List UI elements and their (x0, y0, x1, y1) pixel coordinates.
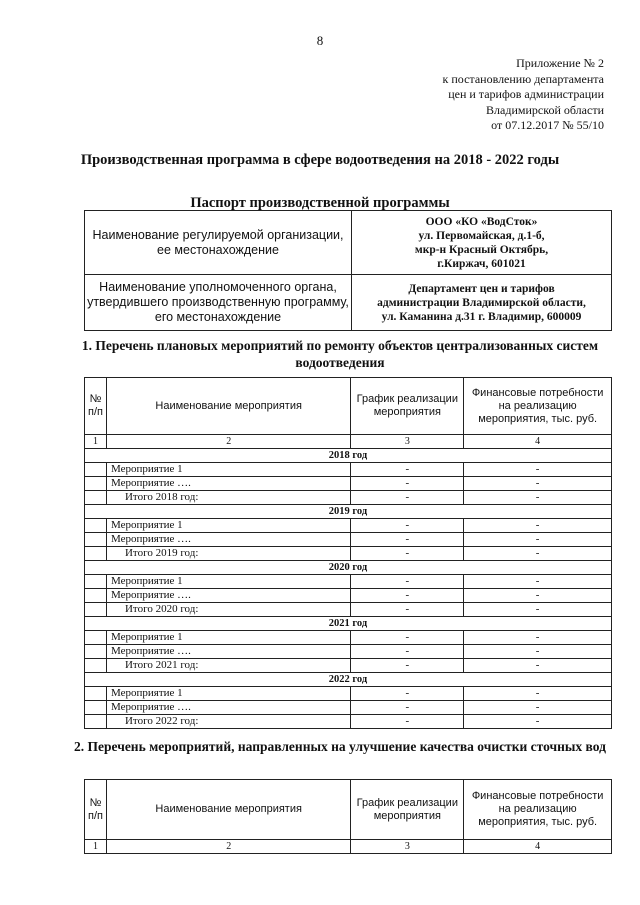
appendix-line: цен и тарифов администрации (448, 87, 604, 101)
total-row (85, 491, 612, 505)
measure-name: Мероприятие 1 (106, 575, 350, 589)
row-number-cell (85, 547, 107, 561)
finance-cell: - (464, 575, 612, 589)
total-label: Итого 2021 год: (106, 659, 350, 673)
column-header: Наименование мероприятия (106, 378, 350, 435)
table-header-row (85, 780, 612, 840)
appendix-line: Приложение № 2 (516, 56, 604, 70)
passport-value-line: ООО «КО «ВодСток» (425, 215, 538, 228)
schedule-cell: - (351, 589, 464, 603)
passport-title: Паспорт производственной программы (190, 195, 450, 211)
row-number-cell (85, 687, 107, 701)
passport-value-line: администрации Владимирской области, (377, 296, 586, 309)
finance-cell: - (464, 701, 612, 715)
year-label: 2022 год (85, 673, 612, 687)
measure-name: Мероприятие …. (106, 701, 350, 715)
row-number-cell (85, 519, 107, 533)
column-number: 3 (351, 840, 464, 854)
total-label: Итого 2018 год: (106, 491, 350, 505)
total-row (85, 659, 612, 673)
column-number: 1 (85, 435, 107, 449)
schedule-cell: - (351, 575, 464, 589)
measure-name: Мероприятие 1 (106, 463, 350, 477)
row-number-cell (85, 603, 107, 617)
appendix-line: Владимирской области (486, 102, 604, 117)
column-number: 4 (464, 840, 612, 854)
schedule-cell: - (351, 547, 464, 561)
year-row (85, 617, 612, 631)
row-number-cell (85, 533, 107, 547)
schedule-cell: - (351, 659, 464, 673)
row-number-cell (85, 477, 107, 491)
year-label: 2020 год (85, 561, 612, 575)
table-row (85, 631, 612, 645)
row-number-cell (85, 645, 107, 659)
total-label: Итого 2020 год: (106, 603, 350, 617)
total-label: Итого 2019 год: (106, 547, 350, 561)
quality-plan-table (84, 779, 612, 854)
measure-name: Мероприятие …. (106, 645, 350, 659)
row-number-cell (85, 701, 107, 715)
schedule-cell: - (351, 519, 464, 533)
schedule-cell: - (351, 477, 464, 491)
year-row (85, 449, 612, 463)
measure-name: Мероприятие …. (106, 477, 350, 491)
passport-value-line: г.Киржач, 601021 (437, 257, 526, 270)
measure-name: Мероприятие …. (106, 589, 350, 603)
column-header: Финансовые потребности на реализацию мероприятия, тыс. руб. (464, 780, 612, 840)
measure-name: Мероприятие 1 (106, 519, 350, 533)
schedule-cell: - (351, 687, 464, 701)
table-row (85, 701, 612, 715)
schedule-cell: - (351, 533, 464, 547)
finance-cell: - (464, 519, 612, 533)
column-number: 2 (106, 840, 350, 854)
row-number-cell (85, 715, 107, 729)
table-row (85, 477, 612, 491)
finance-cell: - (464, 491, 612, 505)
year-row (85, 673, 612, 687)
column-header: Финансовые потребности на реализацию мероприятия, тыс. руб. (464, 378, 612, 435)
passport-value-line: ул. Каманина д.31 г. Владимир, 600009 (381, 310, 582, 323)
year-label: 2021 год (85, 617, 612, 631)
passport-value-line: ул. Первомайская, д.1-б, (418, 229, 545, 242)
schedule-cell: - (351, 645, 464, 659)
schedule-cell: - (351, 715, 464, 729)
row-number-cell (85, 589, 107, 603)
passport-value-line: мкр-н Красный Октябрь, (414, 243, 549, 256)
table-row (85, 519, 612, 533)
finance-cell: - (464, 463, 612, 477)
measure-name: Мероприятие 1 (106, 687, 350, 701)
passport-row (85, 275, 612, 331)
appendix-line: от 07.12.2017 № 55/10 (491, 118, 604, 132)
schedule-cell: - (351, 491, 464, 505)
passport-value-line: Департамент цен и тарифов (408, 282, 555, 295)
row-number-cell (85, 631, 107, 645)
finance-cell: - (464, 715, 612, 729)
repair-plan-table (84, 377, 612, 729)
passport-row (85, 211, 612, 275)
finance-cell: - (464, 687, 612, 701)
finance-cell: - (464, 645, 612, 659)
column-header: Наименование мероприятия (106, 780, 350, 840)
passport-label: Наименование регулируемой организации, ее местонахождение (85, 211, 352, 275)
table-header-row (85, 378, 612, 435)
row-number-cell (85, 575, 107, 589)
table-row (85, 589, 612, 603)
row-number-cell (85, 463, 107, 477)
finance-cell: - (464, 547, 612, 561)
main-title: Производственная программа в сфере водоотведения на 2018 - 2022 годы (80, 152, 560, 168)
table-row (85, 687, 612, 701)
measure-name: Мероприятие 1 (106, 631, 350, 645)
schedule-cell: - (351, 463, 464, 477)
column-number: 3 (351, 435, 464, 449)
finance-cell: - (464, 477, 612, 491)
finance-cell: - (464, 659, 612, 673)
measure-name: Мероприятие …. (106, 533, 350, 547)
year-row (85, 561, 612, 575)
appendix-block (443, 56, 604, 134)
passport-value (352, 211, 612, 275)
total-label: Итого 2022 год: (106, 715, 350, 729)
table-row (85, 645, 612, 659)
table-row (85, 533, 612, 547)
year-label: 2019 год (85, 505, 612, 519)
table-row (85, 463, 612, 477)
finance-cell: - (464, 631, 612, 645)
column-header: График реализации мероприятия (351, 780, 464, 840)
table-row (85, 575, 612, 589)
appendix-line: к постановлению департамента (442, 71, 604, 86)
column-header: № п/п (85, 780, 107, 840)
schedule-cell: - (351, 603, 464, 617)
section-2-title: 2. Перечень мероприятий, направленных на улучшение качества очистки сточных вод (74, 739, 606, 754)
column-number: 1 (85, 840, 107, 854)
row-number-cell (85, 491, 107, 505)
page-number: 8 (316, 33, 324, 48)
year-row (85, 505, 612, 519)
column-number: 2 (106, 435, 350, 449)
passport-table (84, 210, 612, 331)
passport-value (352, 275, 612, 331)
year-label: 2018 год (85, 449, 612, 463)
section-1-title: 1. Перечень плановых мероприятий по ремонту объектов централизованных систем водоотведения (81, 338, 599, 370)
passport-label: Наименование уполномоченного органа, утвердившего производственную программу, его местонахождение (85, 275, 352, 331)
schedule-cell: - (351, 631, 464, 645)
finance-cell: - (464, 589, 612, 603)
total-row (85, 715, 612, 729)
finance-cell: - (464, 603, 612, 617)
total-row (85, 603, 612, 617)
finance-cell: - (464, 533, 612, 547)
row-number-cell (85, 659, 107, 673)
column-header: График реализации мероприятия (351, 378, 464, 435)
column-header: № п/п (85, 378, 107, 435)
column-number: 4 (464, 435, 612, 449)
schedule-cell: - (351, 701, 464, 715)
column-number-row (85, 840, 612, 854)
total-row (85, 547, 612, 561)
column-number-row (85, 435, 612, 449)
